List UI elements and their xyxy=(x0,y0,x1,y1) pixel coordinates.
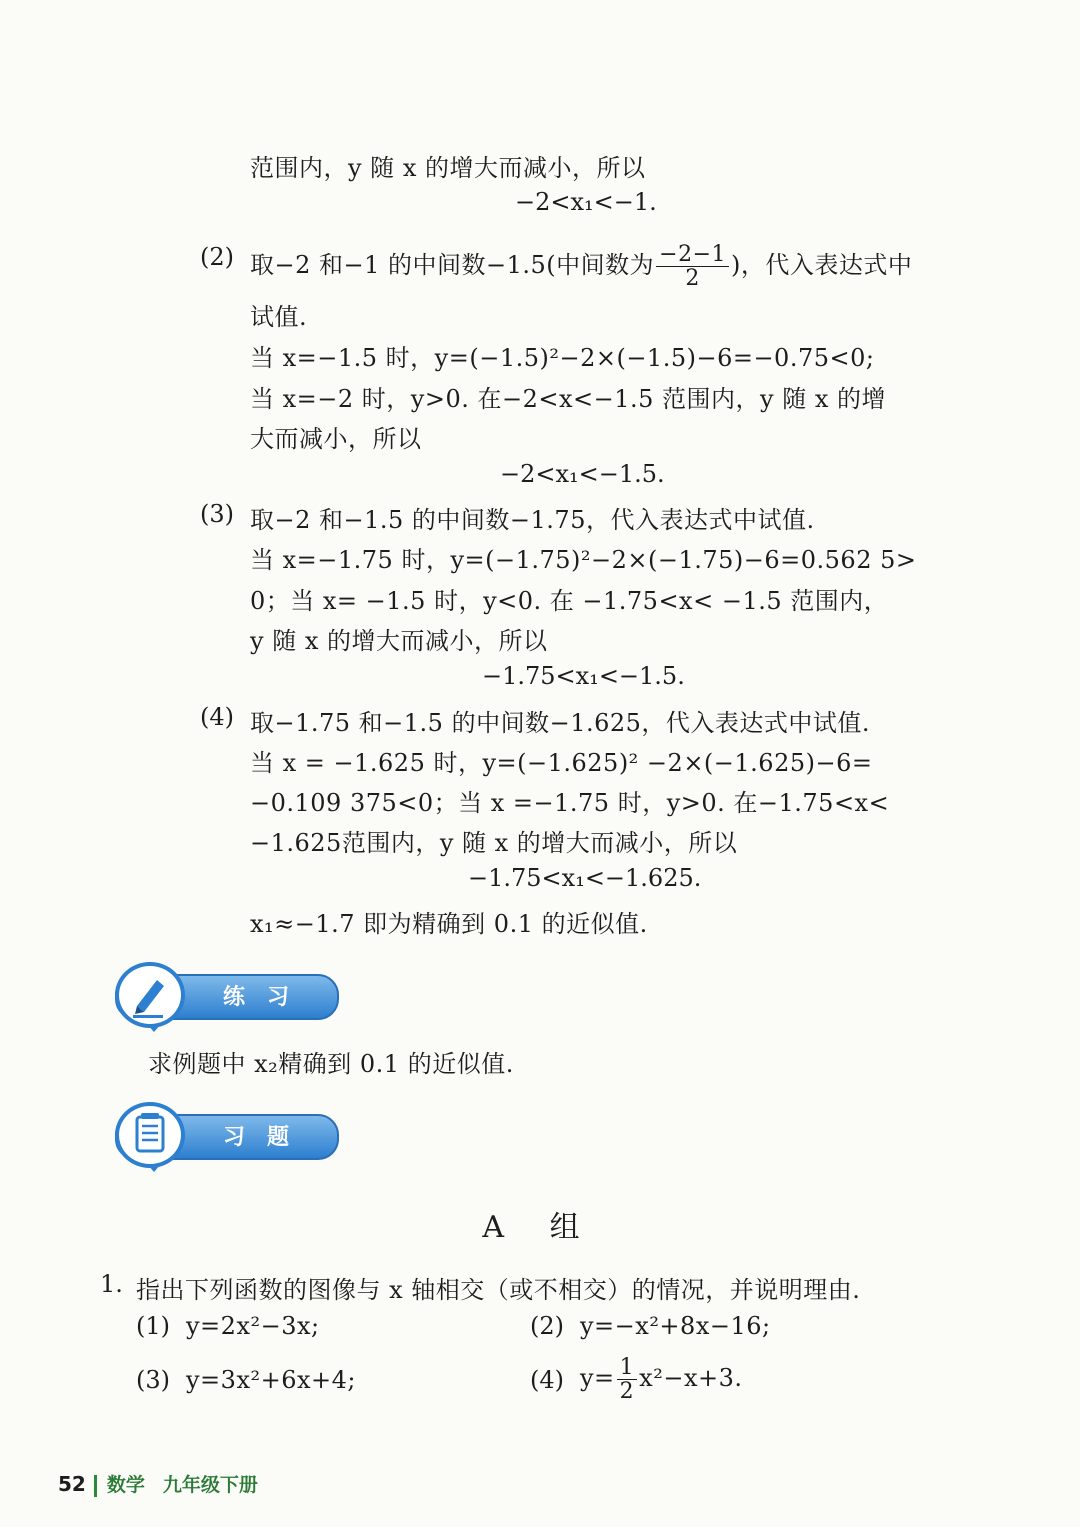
footer-book: 九年级下册 xyxy=(162,1474,258,1496)
item-number: (2) xyxy=(530,1312,564,1340)
text-line: −0.109 375<0；当 x =−1.75 时，y>0. 在−1.75<x< xyxy=(250,789,890,817)
text-line: 试值. xyxy=(250,303,308,331)
question-number: 1. xyxy=(100,1270,123,1298)
badge-label: 习题 xyxy=(223,1125,312,1150)
item-expression: y=3x²+6x+4; xyxy=(186,1366,356,1394)
exercises-badge xyxy=(95,1102,340,1180)
text-line xyxy=(250,243,912,290)
badge-pointer xyxy=(147,1164,161,1172)
footer-subject: 数学 xyxy=(106,1474,145,1496)
inequality-line: −2<x₁<−1. xyxy=(515,188,657,216)
text-line: 范围内，y 随 x 的增大而减小，所以 xyxy=(250,154,646,182)
step-number: (2) xyxy=(200,243,234,271)
question-text: 指出下列函数的图像与 x 轴相交（或不相交）的情况，并说明理由. xyxy=(136,1276,861,1304)
badge-circle xyxy=(115,962,185,1028)
text-line: 当 x = −1.625 时，y=(−1.625)² −2×(−1.625)−6= xyxy=(250,749,873,777)
footer-divider xyxy=(94,1475,97,1497)
badge-pointer xyxy=(147,1024,161,1032)
text-fragment: y= xyxy=(580,1364,615,1393)
fraction xyxy=(656,243,729,290)
inequality-line: −1.75<x₁<−1.5. xyxy=(482,662,685,690)
text-line: 当 x=−2 时，y>0. 在−2<x<−1.5 范围内，y 随 x 的增 xyxy=(250,385,886,413)
fraction-numerator: −2−1 xyxy=(656,243,729,267)
fraction-denominator: 2 xyxy=(685,266,700,292)
pencil-icon xyxy=(119,966,181,1024)
text-line: y 随 x 的增大而减小，所以 xyxy=(250,627,548,655)
fraction-numerator: 1 xyxy=(617,1356,638,1380)
inequality-line: −1.75<x₁<−1.625. xyxy=(468,864,702,892)
text-fragment: )，代入表达式中 xyxy=(731,251,913,280)
step-number: (3) xyxy=(200,500,234,528)
text-fragment: 取−2 和−1 的中间数−1.5(中间数为 xyxy=(250,251,655,280)
item-number: (1) xyxy=(136,1312,170,1340)
step-number: (4) xyxy=(200,703,234,731)
practice-text: 求例题中 x₂精确到 0.1 的近似值. xyxy=(148,1050,514,1078)
text-line: 取−1.75 和−1.5 的中间数−1.625，代入表达式中试值. xyxy=(250,709,871,737)
text-line: 当 x=−1.75 时，y=(−1.75)²−2×(−1.75)−6=0.562 5> xyxy=(250,546,917,574)
item-expression: y=−x²+8x−16; xyxy=(580,1312,771,1340)
fraction xyxy=(617,1356,638,1403)
inequality-line: −2<x₁<−1.5. xyxy=(500,460,665,488)
fraction-denominator: 2 xyxy=(619,1379,635,1405)
item-number: (3) xyxy=(136,1366,170,1394)
text-line: 大而减小，所以 xyxy=(250,425,422,453)
page-footer xyxy=(58,1470,258,1497)
notepad-icon xyxy=(119,1106,181,1164)
badge-circle xyxy=(115,1102,185,1168)
text-line: 当 x=−1.5 时，y=(−1.5)²−2×(−1.5)−6=−0.75<0; xyxy=(250,344,875,372)
page-number: 52 xyxy=(58,1472,86,1496)
badge-label: 练习 xyxy=(223,985,312,1010)
group-title: A 组 xyxy=(482,1210,598,1245)
text-fragment: x²−x+3. xyxy=(639,1364,743,1393)
text-line: 0；当 x= −1.5 时，y<0. 在 −1.75<x< −1.5 范围内， xyxy=(250,587,889,615)
practice-badge xyxy=(95,962,340,1040)
conclusion-line: x₁≈−1.7 即为精确到 0.1 的近似值. xyxy=(250,910,648,938)
item-expression xyxy=(580,1356,742,1403)
text-line: 取−2 和−1.5 的中间数−1.75，代入表达式中试值. xyxy=(250,506,815,534)
text-line: −1.625范围内，y 随 x 的增大而减小，所以 xyxy=(250,829,738,857)
item-expression: y=2x²−3x; xyxy=(186,1312,320,1340)
item-number: (4) xyxy=(530,1366,564,1394)
